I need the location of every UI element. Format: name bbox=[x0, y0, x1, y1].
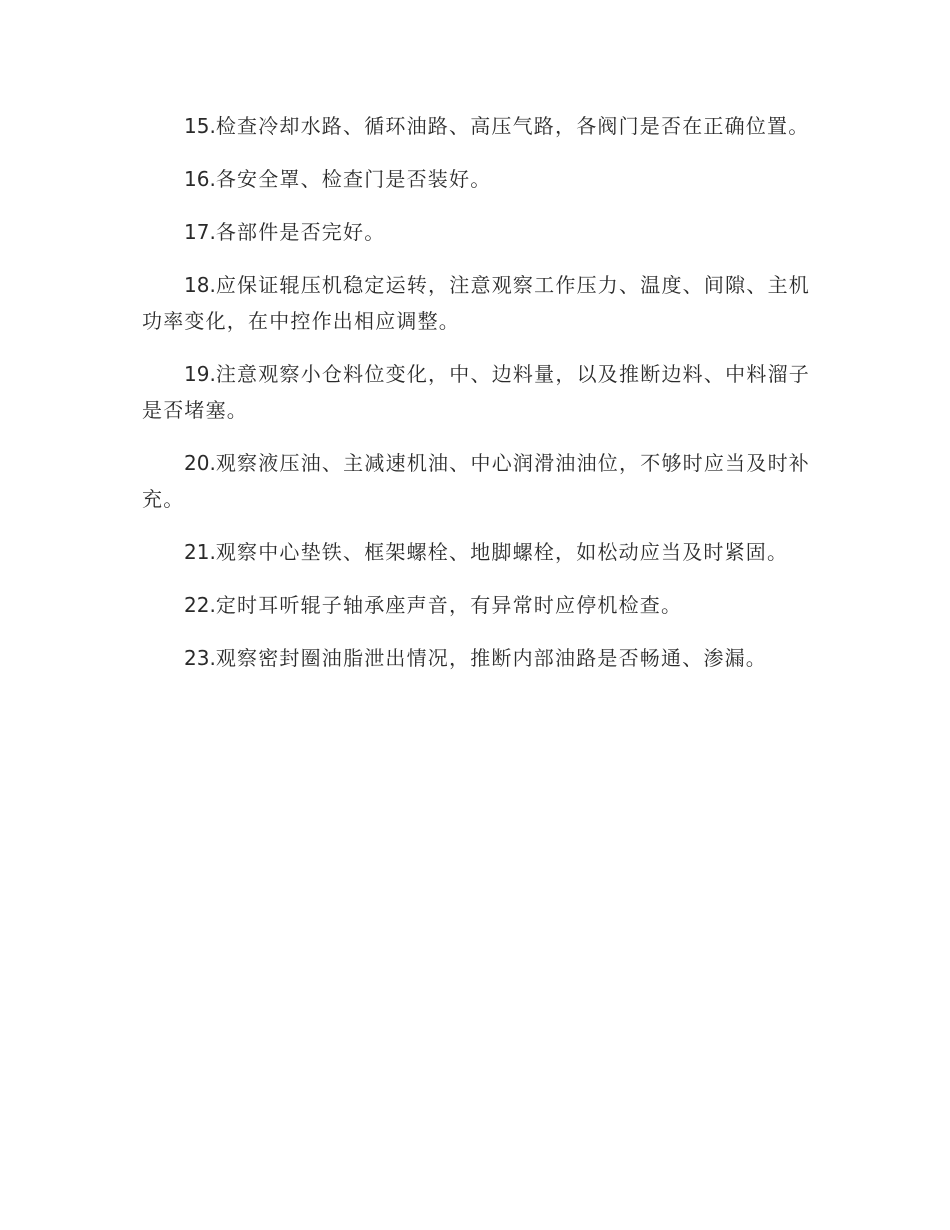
item-number: 21. bbox=[184, 540, 216, 564]
item-number: 20. bbox=[184, 451, 216, 475]
item-text: 各部件是否完好。 bbox=[215, 220, 386, 244]
item-text: 观察液压油、主减速机油、中心润滑油油位，不够时应当及时补充。 bbox=[142, 451, 810, 511]
item-number: 23. bbox=[184, 646, 216, 670]
list-item bbox=[142, 445, 810, 517]
item-text: 应保证辊压机稳定运转，注意观察工作压力、温度、间隙、主机功率变化，在中控作出相应调整。 bbox=[142, 273, 810, 333]
list-item bbox=[142, 356, 810, 428]
item-number: 18. bbox=[184, 273, 216, 297]
list-item bbox=[142, 587, 810, 623]
list-item bbox=[142, 161, 810, 197]
item-text: 注意观察小仓料位变化，中、边料量，以及推断边料、中料溜子是否堵塞。 bbox=[142, 362, 810, 422]
item-text: 观察密封圈油脂泄出情况，推断内部油路是否畅通、渗漏。 bbox=[215, 646, 768, 670]
item-text: 各安全罩、检查门是否装好。 bbox=[215, 167, 492, 191]
item-text: 观察中心垫铁、框架螺栓、地脚螺栓，如松动应当及时紧固。 bbox=[215, 540, 789, 564]
document-body bbox=[142, 108, 810, 693]
list-item bbox=[142, 534, 810, 570]
item-number: 17. bbox=[184, 220, 216, 244]
item-number: 16. bbox=[184, 167, 216, 191]
list-item bbox=[142, 214, 810, 250]
list-item bbox=[142, 108, 810, 144]
item-text: 检查冷却水路、循环油路、高压气路，各阀门是否在正确位置。 bbox=[215, 114, 810, 138]
item-number: 19. bbox=[184, 362, 216, 386]
list-item bbox=[142, 640, 810, 676]
list-item bbox=[142, 267, 810, 339]
item-number: 22. bbox=[184, 593, 216, 617]
item-number: 15. bbox=[184, 114, 216, 138]
item-text: 定时耳听辊子轴承座声音，有异常时应停机检查。 bbox=[215, 593, 683, 617]
